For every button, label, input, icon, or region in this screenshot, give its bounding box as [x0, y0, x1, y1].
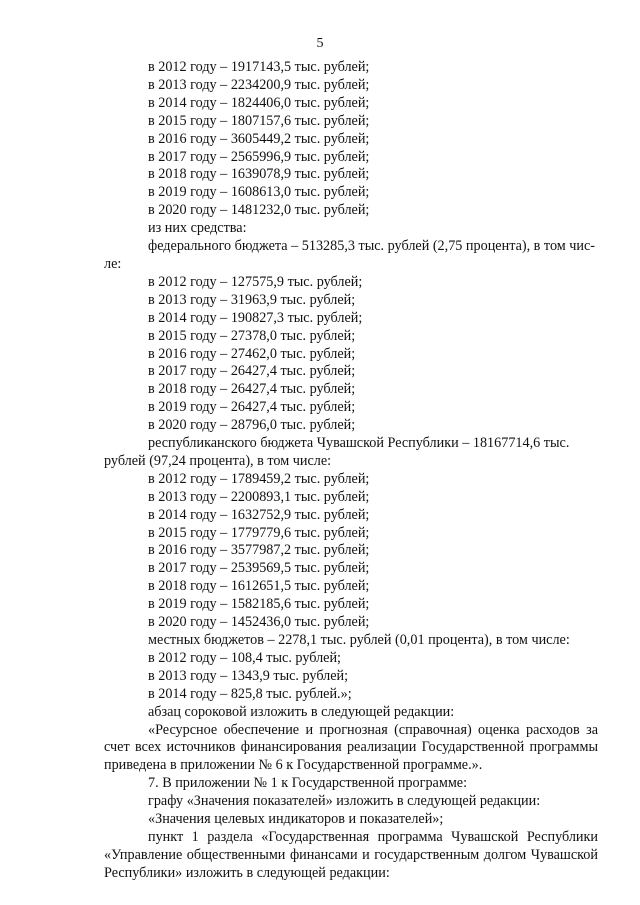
- text-line: в 2015 году – 27378,0 тыс. рублей;: [148, 327, 356, 344]
- text-line: абзац сороковой изложить в следующей редакции:: [148, 703, 455, 720]
- text-line: в 2017 году – 26427,4 тыс. рублей;: [148, 363, 356, 380]
- text-line: в 2012 году – 127575,9 тыс. рублей;: [148, 273, 363, 290]
- text-line: в 2014 году – 190827,3 тыс. рублей;: [148, 309, 363, 326]
- text-line: в 2018 году – 26427,4 тыс. рублей;: [148, 381, 356, 398]
- document-body: [104, 59, 598, 883]
- text-line: рублей (97,24 процента), в том числе:: [104, 452, 332, 469]
- text-line: в 2013 году – 2234200,9 тыс. рублей;: [148, 76, 370, 93]
- text-line: в 2014 году – 1824406,0 тыс. рублей;: [148, 94, 370, 111]
- item-paragraph: пункт 1 раздела «Государственная программа Чувашской Республики «Управление общественными финансами и государственным долгом Чувашской Республики» изложить в следующей редакции:: [104, 828, 598, 881]
- text-line: «Значения целевых индикаторов и показателей»;: [148, 811, 444, 828]
- text-line: в 2019 году – 26427,4 тыс. рублей;: [148, 399, 356, 416]
- text-line: в 2018 году – 1612651,5 тыс. рублей;: [148, 578, 370, 595]
- text-line: в 2020 году – 28796,0 тыс. рублей;: [148, 417, 356, 434]
- text-line: федерального бюджета – 513285,3 тыс. рублей (2,75 процента), в том чис-: [148, 238, 596, 255]
- text-line: в 2019 году – 1608613,0 тыс. рублей;: [148, 184, 370, 201]
- text-line: местных бюджетов – 2278,1 тыс. рублей (0,01 процента), в том числе:: [148, 632, 570, 648]
- resource-paragraph: «Ресурсное обеспечение и прогнозная (справочная) оценка расходов за счет всех источников финансирования реализации Государственной программы приведена в приложении № 6 к Государственной программе.».: [104, 721, 598, 774]
- text-line: в 2016 году – 27462,0 тыс. рублей;: [148, 345, 356, 362]
- text-line: в 2013 году – 2200893,1 тыс. рублей;: [148, 488, 370, 505]
- text-line: в 2015 году – 1779779,6 тыс. рублей;: [148, 524, 370, 541]
- text-line: в 2012 году – 1789459,2 тыс. рублей;: [148, 470, 370, 487]
- text-line: в 2012 году – 108,4 тыс. рублей;: [148, 649, 341, 666]
- text-line: в 2018 году – 1639078,9 тыс. рублей;: [148, 166, 370, 183]
- text-line: в 2014 году – 825,8 тыс. рублей.»;: [148, 685, 352, 702]
- text-line: в 2019 году – 1582185,6 тыс. рублей;: [148, 596, 370, 613]
- text-line: республиканского бюджета Чувашской Республики – 18167714,6 тыс.: [148, 435, 570, 452]
- text-line: графу «Значения показателей» изложить в следующей редакции:: [148, 793, 541, 810]
- page-number: 5: [316, 36, 324, 51]
- text-line: в 2015 году – 1807157,6 тыс. рублей;: [148, 112, 370, 129]
- text-line: в 2014 году – 1632752,9 тыс. рублей;: [148, 506, 370, 523]
- text-line: в 2020 году – 1452436,0 тыс. рублей;: [148, 614, 370, 631]
- text-line: в 2016 году – 3577987,2 тыс. рублей;: [148, 542, 370, 559]
- text-line: из них средства:: [148, 220, 247, 237]
- text-line: в 2013 году – 31963,9 тыс. рублей;: [148, 291, 356, 308]
- text-line: 7. В приложении № 1 к Государственной программе:: [148, 775, 468, 792]
- text-line: в 2017 году – 2565996,9 тыс. рублей;: [148, 148, 370, 165]
- text-line: ле:: [104, 255, 122, 272]
- text-line: в 2013 году – 1343,9 тыс. рублей;: [148, 667, 349, 684]
- text-line: в 2016 году – 3605449,2 тыс. рублей;: [148, 130, 370, 147]
- text-line: в 2017 году – 2539569,5 тыс. рублей;: [148, 560, 370, 577]
- text-line: в 2012 году – 1917143,5 тыс. рублей;: [148, 59, 370, 75]
- text-line: в 2020 году – 1481232,0 тыс. рублей;: [148, 202, 370, 219]
